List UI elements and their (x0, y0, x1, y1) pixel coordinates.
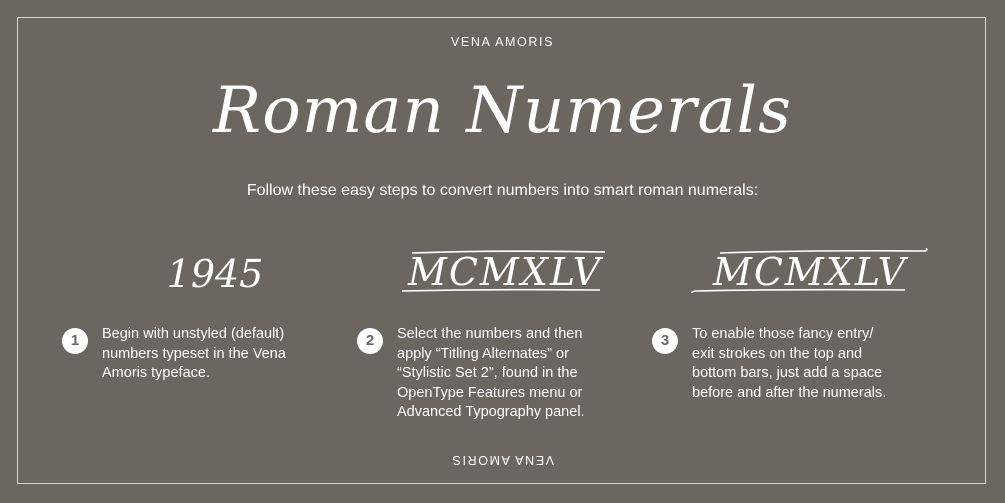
brand-name-top: VENA AMORIS (450, 35, 555, 49)
brand-name-bottom-inverted: VENA AMORIS (450, 453, 555, 467)
step-2-text: Select the numbers and then apply “Titling Alternates” or “Stylistic Set 2”, found in the OpenType Features menu or Advanced Typography panel. (397, 326, 585, 420)
step-1-number-badge: 1 (62, 328, 88, 354)
step-2-number-badge: 2 (357, 328, 383, 354)
example-mcmxlv: MCMXLV (407, 250, 603, 294)
step-1-text: Begin with unstyled (default) numbers typeset in the Vena Amoris typeface. (102, 326, 286, 381)
example-1945: 1945 (166, 252, 264, 296)
step-3-number-badge: 3 (652, 328, 678, 354)
step-3-text: To enable those fancy entry/ exit strokes on the top and bottom bars, just add a space before and after the numerals. (692, 326, 887, 401)
example-mcmxlv-swash: MCMXLV (712, 250, 908, 294)
page-title: Roman Numerals (213, 74, 792, 148)
subtitle: Follow these easy steps to convert numbers into smart roman numerals: (246, 182, 759, 199)
